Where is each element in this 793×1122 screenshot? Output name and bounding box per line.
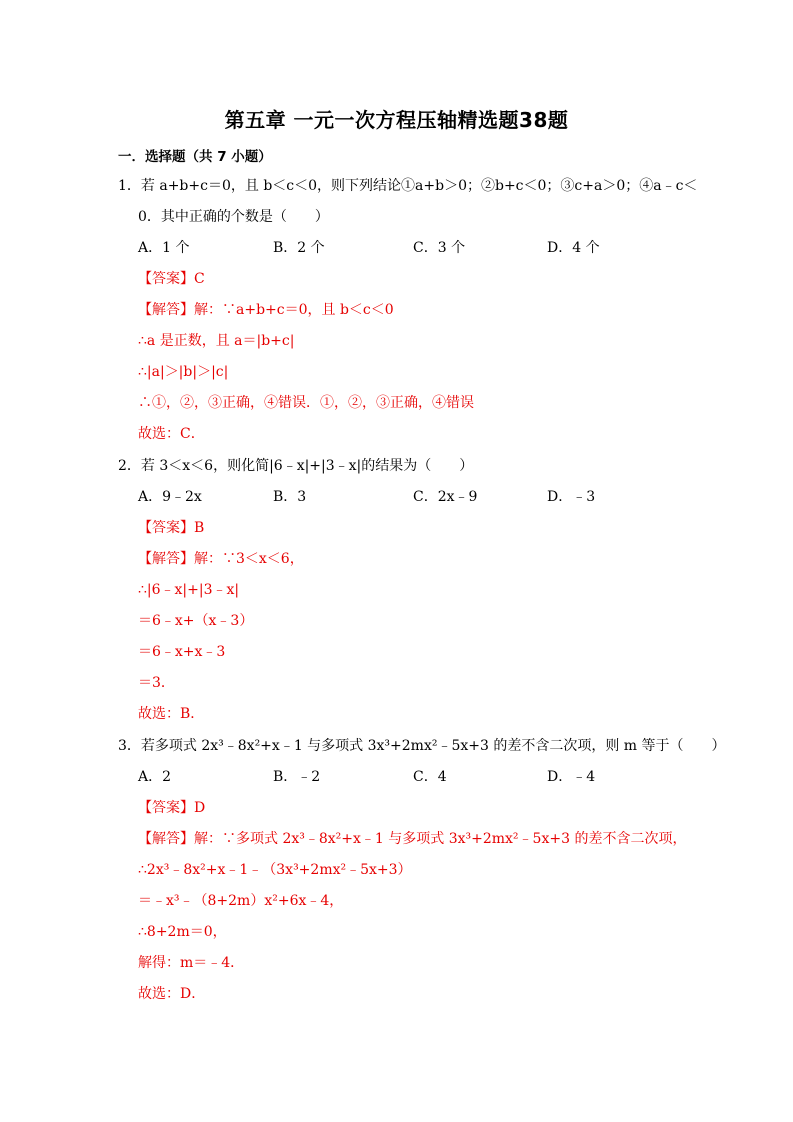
q3-option-b: B．﹣2 bbox=[273, 769, 321, 785]
q2-stem: 2．若 3＜x＜6，则化简|6﹣x|+|3﹣x|的结果为（ ） bbox=[118, 458, 474, 474]
q3-stem: 3．若多项式 2x³﹣8x²+x﹣1 与多项式 3x³+2mx²﹣5x+3 的差不含二次项，则 m 等于（ ） bbox=[118, 738, 726, 754]
q1-answer: 【答案】C bbox=[138, 271, 205, 287]
q1-solution-line: 故选：C． bbox=[138, 426, 205, 442]
q2-solution-line: 【解答】解：∵3＜x＜6， bbox=[138, 551, 304, 567]
q2-solution-line: 故选：B． bbox=[138, 706, 205, 722]
q1-option-d: D．4 个 bbox=[547, 240, 600, 256]
q2-solution-line: ＝6﹣x+x﹣3 bbox=[138, 644, 226, 660]
q1-option-a: A．1 个 bbox=[138, 240, 190, 256]
q3-solution-line: 【解答】解：∵多项式 2x³﹣8x²+x﹣1 与多项式 3x³+2mx²﹣5x+3 的差不含二次项， bbox=[138, 831, 687, 847]
q1-option-b: B．2 个 bbox=[273, 240, 325, 256]
q3-option-d: D．﹣4 bbox=[547, 769, 596, 785]
q2-option-c: C．2x﹣9 bbox=[413, 489, 478, 505]
q1-solution-line: ∴|a|＞|b|＞|c| bbox=[138, 364, 229, 380]
q2-solution-line: ＝3． bbox=[138, 675, 175, 691]
q3-solution-line: ∴2x³﹣8x²+x﹣1﹣（3x³+2mx²﹣5x+3） bbox=[138, 862, 412, 878]
q1-solution-line: ∴①，②，③正确，④错误．①，②，③正确，④错误 bbox=[138, 395, 474, 411]
q2-option-b: B．3 bbox=[273, 489, 307, 505]
q3-solution-line: ∴8+2m＝0， bbox=[138, 924, 227, 940]
q3-solution-line: ＝﹣x³﹣（8+2m）x²+6x﹣4， bbox=[138, 893, 344, 909]
section-heading: 一．选择题（共 7 小题） bbox=[118, 149, 272, 165]
q3-solution-line: 故选：D． bbox=[138, 986, 206, 1002]
q3-solution-line: 解得：m＝﹣4． bbox=[138, 955, 245, 971]
q2-option-d: D．﹣3 bbox=[547, 489, 596, 505]
q1-stem-line1: 1．若 a+b+c＝0，且 b＜c＜0，则下列结论①a+b＞0；②b+c＜0；③c+a＞0；④a﹣c＜ bbox=[118, 178, 698, 194]
q3-option-a: A．2 bbox=[138, 769, 172, 785]
q1-option-c: C．3 个 bbox=[413, 240, 466, 256]
q2-answer: 【答案】B bbox=[138, 520, 205, 536]
q2-solution-line: ＝6﹣x+（x﹣3） bbox=[138, 613, 254, 629]
q3-answer: 【答案】D bbox=[138, 800, 206, 816]
q2-option-a: A．9﹣2x bbox=[138, 489, 202, 505]
q3-option-c: C．4 bbox=[413, 769, 447, 785]
q1-solution-line: ∴a 是正数，且 a＝|b+c| bbox=[138, 333, 295, 349]
q2-solution-line: ∴|6﹣x|+|3﹣x| bbox=[138, 582, 240, 598]
page-title: 第五章 一元一次方程压轴精选题38题 bbox=[224, 108, 569, 132]
q1-stem-line2: 0．其中正确的个数是（ ） bbox=[138, 209, 329, 225]
q1-solution-line: 【解答】解：∵a+b+c＝0，且 b＜c＜0 bbox=[138, 302, 394, 318]
